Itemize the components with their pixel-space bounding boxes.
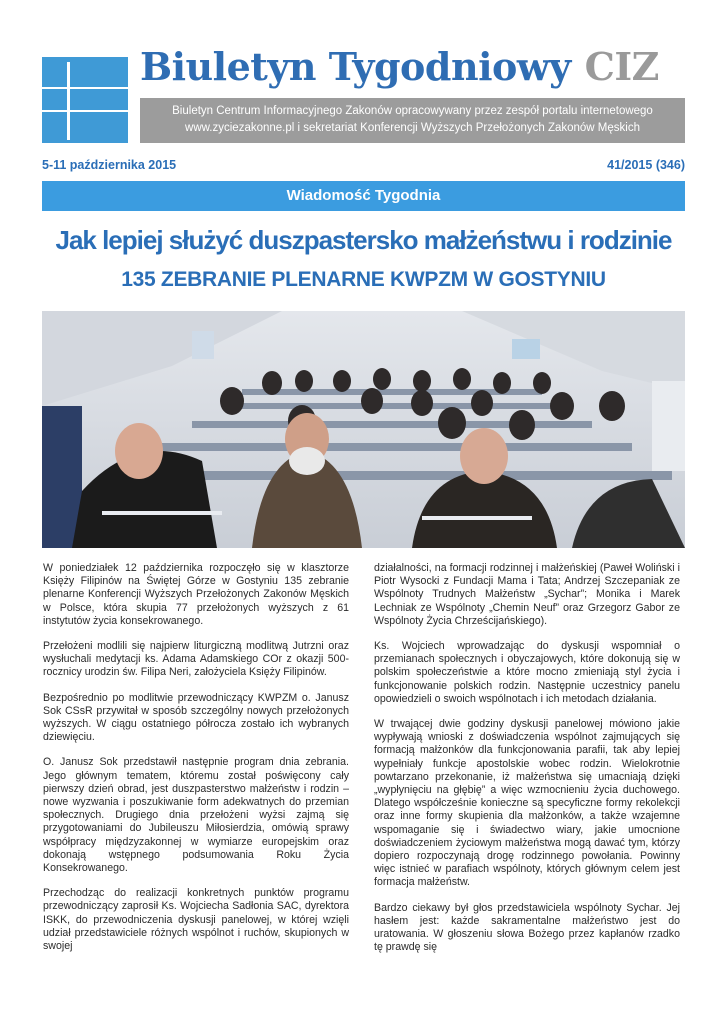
issue-date-range: 5-11 października 2015	[42, 158, 177, 172]
bulletin-title	[140, 44, 685, 90]
article-paragraph: O. Janusz Sok przedstawił następnie program dnia zebrania. Jego głównym tematem, któremu został poświęcony cały pierwszy dzień obrad, jest duszpasterstwo małżeństw i rodzin – nowe wyzwania i poszukiwanie form adekwatnych do przemian społecznych. Drugiego dnia przełożeni wyżsi zajmą się przygotowaniami do Jubileuszu Miłosierdzia, omówią sprawy współpracy międzyzakonnej w wymiarze europejskim oraz dokonają wstępnego podsumowania Roku Życia Konsekrowanego.	[43, 756, 349, 875]
article-column-right	[374, 562, 680, 954]
article-column-left	[43, 562, 349, 953]
issue-number: 41/2015 (346)	[607, 158, 685, 172]
bulletin-subtitle-line1: Biuletyn Centrum Informacyjnego Zakonów opracowywany przez zespół portalu internetowego	[172, 105, 653, 117]
article-paragraph: Ks. Wojciech wprowadzając do dyskusji wspomniał o przemianach społecznych i obyczajowych, które dokonują się w polskim społeczeństwie a które mocno zmieniają styl życia i funkcjonowanie polskich rodzin. Następnie uczestnicy panelu opowiedzieli o swoich wspólnotach i ich metodach działania.	[374, 640, 680, 705]
bulletin-title-tag: CIZ	[584, 44, 659, 89]
article-paragraph: W trwającej dwie godziny dyskusji panelowej mówiono jakie wypływają wnioski z doświadczenia wspólnot zajmujących się formacją małżonków dla funkcjonowania parafii, tak aby lepiej wypełniały funkcje apostolskie wobec rodzin. Wielokrotnie powtarzano przekonanie, iż małżeństwa się umacniają dzięki „wypłynięciu na głębię” a więc wzmocnieniu życia duchowego. Dlatego współcześnie konieczne są specyficzne formy rekolekcji oraz inne formy skupienia dla małżonków, a także wzajemne wspomaganie się i świadectwo wiary, jakie umocnione doświadczeniem życiowym małżeństwa mogą dawać tym, którzy dopiero rozpoczynają drogę rodzinnego powołania. Powinny więc istnieć w parafiach wspólnoty, których głównym celem jest formacja małżeństw.	[374, 718, 680, 889]
article-paragraph: W poniedziałek 12 października rozpoczęło się w klasztorze Księży Filipinów na Świętej Górze w Gostyniu 135 zebranie plenarne Konferencji Wyższych Przełożonych Zakonów Męskich w Polsce, która skupia 77 przełożonych wyższych z 61 instytutów życia konsekrowanego.	[43, 562, 349, 627]
article-headline: Jak lepiej służyć duszpastersko małżeństwu i rodzinie	[55, 225, 672, 255]
article-subhead: 135 ZEBRANIE PLENARNE KWPZM W GOSTYNIU	[121, 268, 606, 291]
article-paragraph: Przechodząc do realizacji konkretnych punktów programu przewodniczący zaprosił Ks. Wojciecha Sadłonia SAC, dyrektora ISKK, do przewodniczenia dyskusji panelowej, w której wzięli udział przedstawiciele różnych wspólnot i ruchów, skupionych w swojej	[43, 887, 349, 953]
article-paragraph: Przełożeni modlili się najpierw liturgiczną modlitwą Jutrzni oraz wysłuchali medytacji ks. Adama Adamskiego COr z okazji 500-rocznicy urodzin św. Filipa Neri, założyciela Księży Filipinów.	[43, 640, 349, 679]
section-banner: Wiadomość Tygodnia	[42, 181, 685, 211]
conference-photo	[42, 311, 685, 548]
bulletin-subtitle-band	[140, 98, 685, 143]
bulletin-subtitle-line2[interactable]: www.zyciezakonne.pl i sekretariat Konferencji Wyższych Przełożonych Zakonów Męskich	[185, 122, 640, 134]
bulletin-title-main: Biuletyn Tygodniowy	[140, 44, 571, 89]
issue-meta-row	[42, 158, 685, 174]
article-paragraph: działalności, na formacji rodzinnej i małżeńskiej (Paweł Woliński i Piotr Wysocki z Fundacji Mama i Tata; Andrzej Szczepaniak ze Wspólnoty Trudnych Małżeństw „Sychar”; Monika i Marek Lechniak ze Wspólnoty „Chemin Neuf” oraz Grzegorz Gabor ze Wspólnoty Życia Chrześcijańskiego).	[374, 562, 680, 627]
article-paragraph: Bardzo ciekawy był głos przedstawiciela wspólnoty Sychar. Jej hasłem jest: każde sakramentalne małżeństwo jest do uratowania. W głoszeniu słowa Bożego przez kapłanów rzadko tę prawdę się	[374, 901, 680, 954]
ciz-logo	[42, 57, 128, 143]
article-paragraph: Bezpośrednio po modlitwie przewodniczący KWPZM o. Janusz Sok CSsR przywitał w sposób szczególny nowych przełożonych wyższych. W ciągu ostatniego półrocza zostało ich wybranych dziewięciu.	[43, 691, 349, 744]
